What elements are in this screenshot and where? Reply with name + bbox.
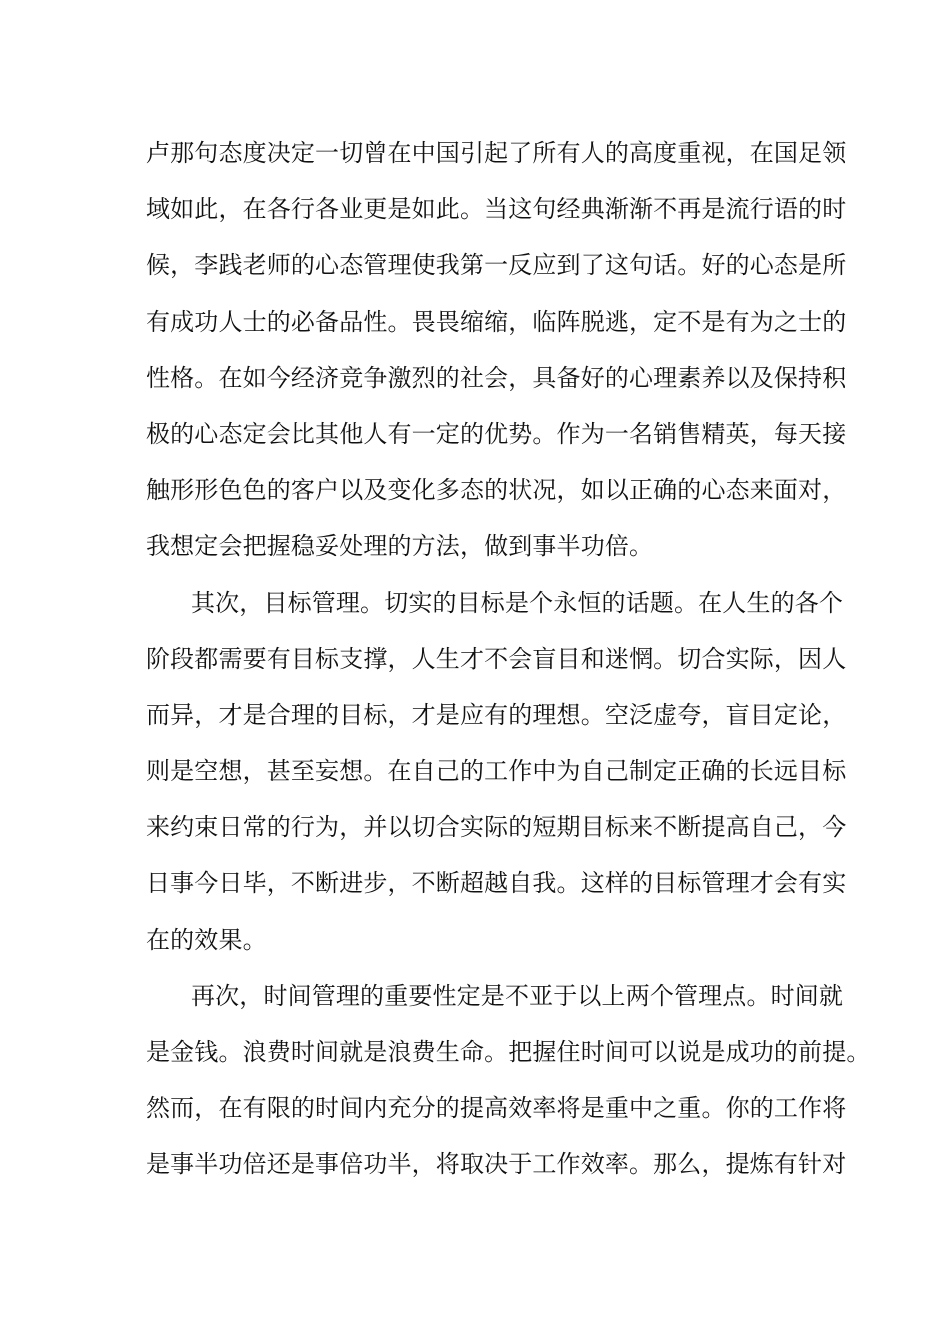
text-line: 我想定会把握稳妥处理的方法，做到事半功倍。 [146,532,654,561]
text-line: 然而，在有限的时间内充分的提高效率将是重中之重。你的工作将 [146,1094,847,1123]
text-line: 候，李践老师的心态管理使我第一反应到了这句话。好的心态是所 [146,251,847,280]
text-line: 性格。在如今经济竞争激烈的社会，具备好的心理素养以及保持积 [146,363,847,392]
text-line: 而异，才是合理的目标，才是应有的理想。空泛虚夸，盲目定论， [146,700,847,729]
text-line: 触形形色色的客户以及变化多态的状况，如以正确的心态来面对， [146,476,847,505]
paragraph-start-line: 其次，目标管理。切实的目标是个永恒的话题。在人生的各个 [191,588,844,617]
text-line: 则是空想，甚至妄想。在自己的工作中为自己制定正确的长远目标 [146,757,847,786]
text-line: 是事半功倍还是事倍功半，将取决于工作效率。那么，提炼有针对 [146,1150,847,1179]
paragraph-start-line: 再次，时间管理的重要性定是不亚于以上两个管理点。时间就 [191,981,844,1010]
text-line: 卢那句态度决定一切曾在中国引起了所有人的高度重视，在国足领 [146,139,847,167]
text-line: 日事今日毕，不断进步，不断超越自我。这样的目标管理才会有实 [146,869,847,898]
body-text [146,131,871,1199]
text-line: 在的效果。 [146,925,267,954]
text-line: 来约束日常的行为，并以切合实际的短期目标来不断提高自己，今 [146,813,847,842]
text-line: 是金钱。浪费时间就是浪费生命。把握住时间可以说是成功的前提。 [146,1038,871,1066]
text-line: 极的心态定会比其他人有一定的优势。作为一名销售精英，每天接 [146,419,847,448]
text-line: 有成功人士的必备品性。畏畏缩缩，临阵脱逃，定不是有为之士的 [146,307,847,336]
text-line: 域如此，在各行各业更是如此。当这句经典渐渐不再是流行语的时 [146,195,847,224]
text-line: 阶段都需要有目标支撑，人生才不会盲目和迷惘。切合实际，因人 [146,644,847,673]
